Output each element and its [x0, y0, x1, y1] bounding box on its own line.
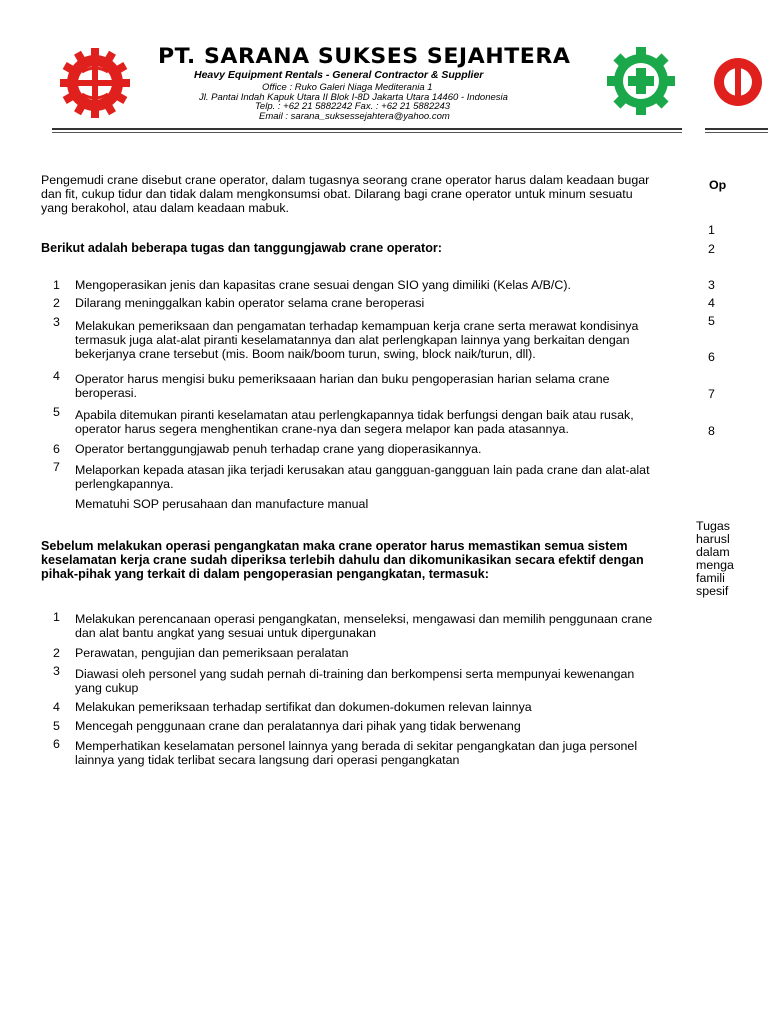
list-item-text: Melakukan perencanaan operasi pengangkatan, menseleksi, mengawasi dan memilih penggunaan crane [75, 612, 653, 626]
phone-line: Telp. : +62 21 5882242 Fax. : +62 21 5882243 [255, 101, 451, 112]
header-rule-right [705, 128, 768, 130]
company-subtitle: Heavy Equipment Rentals - General Contractor & Supplier [194, 69, 484, 81]
list-number: 4 [53, 369, 60, 383]
list-item-text: lainnya yang tidak terlibat secara langsung dari operasi pengangkatan [75, 753, 460, 767]
fragment-para-line: menga [696, 558, 734, 572]
list-item-text: Operator bertanggungjawab penuh terhadap crane yang dioperasikannya. [75, 442, 482, 456]
fragment-para-line: famili [696, 571, 725, 585]
fragment-number: 3 [708, 278, 715, 292]
intro-line: dan fit, cukup tidur dan tidak dalam mengkonsumsi obat. Dilarang bagi crane operator untuk minum sesuatu [41, 187, 633, 201]
list-number: 6 [53, 737, 60, 751]
section2-heading-line: Sebelum melakukan operasi pengangkatan maka crane operator harus memastikan semua sistem [41, 539, 628, 553]
intro-line: Pengemudi crane disebut crane operator, dalam tugasnya seorang crane operator harus dalam keadaan bugar [41, 173, 650, 187]
list-number: 4 [53, 700, 60, 714]
fragment-number: 1 [708, 223, 715, 237]
header-rule [52, 128, 682, 130]
list-item-text: Mengoperasikan jenis dan kapasitas crane sesuai dengan SIO yang dimiliki (Kelas A/B/C). [75, 278, 571, 292]
list-item-text: Perawatan, pengujian dan pemeriksaan peralatan [75, 646, 349, 660]
list-item-text: dan alat bantu angkat yang sesuai untuk dipergunakan [75, 626, 377, 640]
list-item-text: Melakukan pemeriksaan terhadap sertifikat dan dokumen-dokumen relevan lainnya [75, 700, 532, 714]
list-number: 5 [53, 719, 60, 733]
list-number: 7 [53, 460, 60, 474]
list-number: 2 [53, 296, 60, 310]
header-rule-thin [52, 132, 682, 133]
list-item-text: Apabila ditemukan piranti keselamatan atau perlengkapannya tidak berfungsi dengan baik atau rusak, [75, 408, 634, 422]
list-number: 1 [53, 278, 60, 292]
list-number: 3 [53, 315, 60, 329]
intro-line: yang berakohol, atau dalam keadaan mabuk. [41, 201, 289, 215]
address-line: Jl. Pantai Indah Kapuk Utara II Blok I-8D Jakarta Utara 14460 - Indonesia [199, 92, 508, 103]
list-item-text: Dilarang meninggalkan kabin operator selama crane beroperasi [75, 296, 425, 310]
header-rule-right-thin [705, 132, 768, 133]
fragment-number: 2 [708, 242, 715, 256]
list-item-text: Melakukan pemeriksaan dan pengamatan terhadap kemampuan kerja crane serta merawat kondisinya [75, 319, 639, 333]
fragment-para-line: harusl [696, 532, 730, 546]
list-item-text: bekerjanya crane tersebut (mis. Boom naik/boom turun, swing, block naik/turun, dll). [75, 347, 536, 361]
safety-cross-logo [604, 44, 678, 118]
list-number: 1 [53, 610, 60, 624]
list-item-text: Melaporkan kepada atasan jika terjadi kerusakan atau gangguan-gangguan lain pada crane dan alat-alat [75, 463, 650, 477]
email-line: Email : sarana_suksessejahtera@yahoo.com [259, 111, 450, 122]
list-item-text: perlengkapannya. [75, 477, 174, 491]
list-item-text: Operator harus mengisi buku pemeriksaaan harian dan buku pengoperasian harian selama crane [75, 372, 610, 386]
list-item-text: Mematuhi SOP perusahaan dan manufacture manual [75, 497, 369, 511]
list-item-text: Diawasi oleh personel yang sudah pernah di-training dan berkompensi serta mempunyai kewenangan [75, 667, 635, 681]
list-item-text: operator harus segera menghentikan crane-nya dan segera melapor kan pada atasannya. [75, 422, 569, 436]
list-item-text: Memperhatikan keselamatan personel lainnya yang berada di sekitar pengangkatan dan juga personel [75, 739, 638, 753]
list-item-text: Mencegah penggunaan crane dan peralatannya dari pihak yang tidak berwenang [75, 719, 521, 733]
list-item-text: beroperasi. [75, 386, 137, 400]
fragment-number: 6 [708, 350, 715, 364]
office-line: Office : Ruko Galeri Niaga Mediterania 1 [262, 82, 433, 93]
list-number: 6 [53, 442, 60, 456]
section2-heading-line: keselamatan kerja crane sudah diperiksa terlebih dahulu dan dikomunikasikan secara efektif dengan [41, 553, 644, 567]
fragment-para-line: spesif [696, 584, 729, 598]
company-gear-logo-partial [708, 52, 768, 112]
company-name: PT. SARANA SUKSES SEJAHTERA [158, 44, 571, 68]
list-item-text: yang cukup [75, 681, 139, 695]
list-number: 5 [53, 405, 60, 419]
section1-heading: Berikut adalah beberapa tugas dan tanggungjawab crane operator: [41, 241, 442, 255]
list-item-text: termasuk juga alat-alat piranti keselamatannya dan alat perlengkapan lainnya yang berkaitan dengan [75, 333, 630, 347]
fragment-number: 4 [708, 296, 715, 310]
fragment-para-line: Tugas [696, 519, 730, 533]
list-number: 3 [53, 664, 60, 678]
fragment-number: 5 [708, 314, 715, 328]
fragment-number: 7 [708, 387, 715, 401]
section2-heading-line: pihak-pihak yang terkait di dalam pengoperasian pengangkatan, termasuk: [41, 567, 489, 581]
fragment-para-line: dalam [696, 545, 730, 559]
fragment-heading: Op [709, 178, 727, 192]
fragment-number: 8 [708, 424, 715, 438]
list-number: 2 [53, 646, 60, 660]
company-gear-logo [58, 46, 132, 120]
